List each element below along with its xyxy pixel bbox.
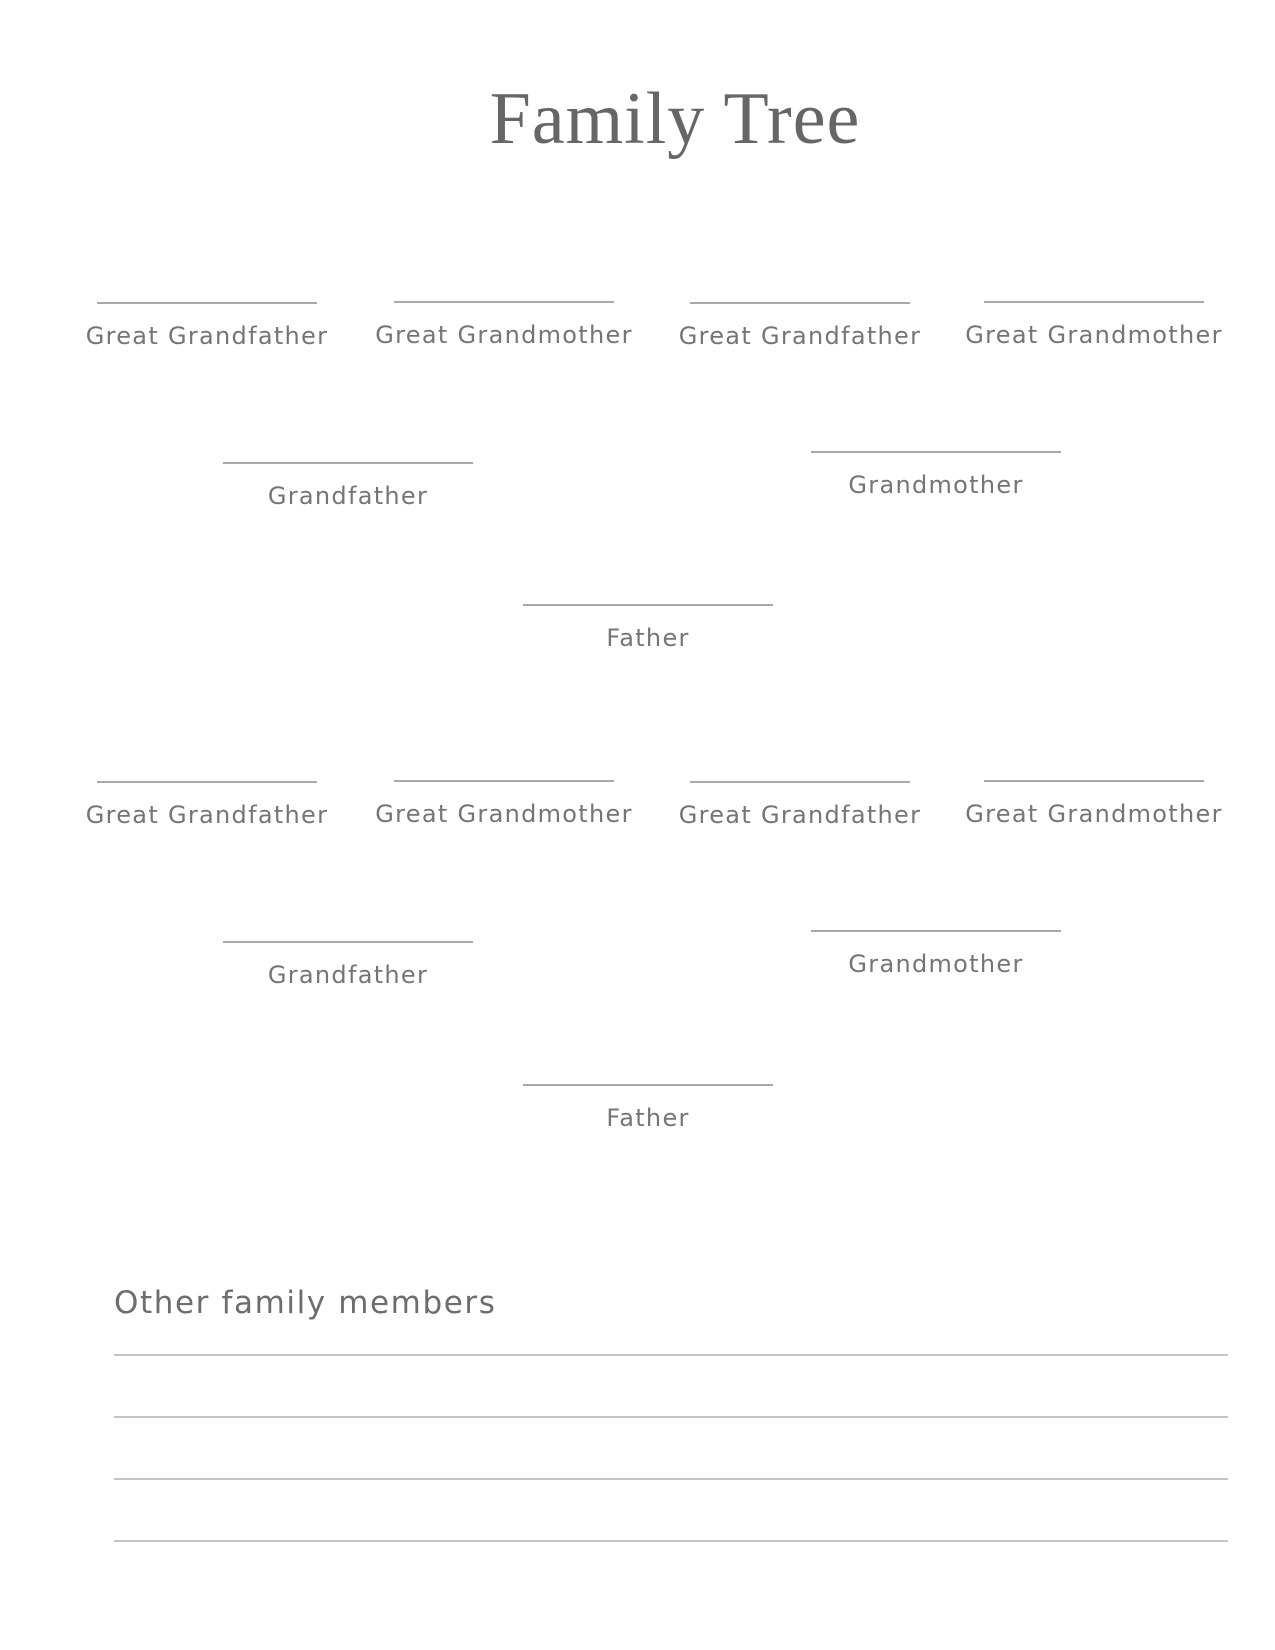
slot-label: Father <box>606 1104 690 1132</box>
slot-label: Grandmother <box>848 950 1024 978</box>
name-line[interactable] <box>984 301 1204 303</box>
slot-label: Great Grandfather <box>85 322 329 350</box>
slot-label: Grandfather <box>267 961 429 989</box>
name-line[interactable] <box>223 462 473 464</box>
slot-label: Grandfather <box>267 482 429 510</box>
slot-label: Great Grandfather <box>678 801 922 829</box>
slot-label: Great Grandmother <box>375 321 633 349</box>
slot-label: Great Grandmother <box>375 800 633 828</box>
other-family-line-4[interactable] <box>114 1540 1228 1542</box>
tree2-great-grandfather-1-slot <box>77 781 337 827</box>
name-line[interactable] <box>690 781 910 783</box>
tree1-great-grandmother-1-slot <box>364 301 644 347</box>
tree2-grandmother-slot <box>811 930 1061 976</box>
tree2-father-slot <box>523 1084 773 1130</box>
slot-label: Great Grandfather <box>678 322 922 350</box>
name-line[interactable] <box>523 1084 773 1086</box>
slot-label: Great Grandfather <box>85 801 329 829</box>
tree1-great-grandfather-1-slot <box>77 302 337 348</box>
name-line[interactable] <box>690 302 910 304</box>
tree2-great-grandmother-1-slot <box>364 780 644 826</box>
name-line[interactable] <box>811 451 1061 453</box>
tree2-great-grandfather-2-slot <box>670 781 930 827</box>
tree2-great-grandmother-2-slot <box>954 780 1234 826</box>
other-family-heading: Other family members <box>114 1285 497 1321</box>
tree2-grandfather-slot <box>223 941 473 987</box>
tree1-great-grandmother-2-slot <box>954 301 1234 347</box>
slot-label: Father <box>606 624 690 652</box>
name-line[interactable] <box>984 780 1204 782</box>
name-line[interactable] <box>394 301 614 303</box>
name-line[interactable] <box>811 930 1061 932</box>
slot-label: Grandmother <box>848 471 1024 499</box>
name-line[interactable] <box>97 302 317 304</box>
tree1-great-grandfather-2-slot <box>670 302 930 348</box>
slot-label: Great Grandmother <box>965 321 1223 349</box>
tree1-father-slot <box>523 604 773 650</box>
other-family-line-1[interactable] <box>114 1354 1228 1356</box>
other-family-line-3[interactable] <box>114 1478 1228 1480</box>
name-line[interactable] <box>223 941 473 943</box>
other-family-line-2[interactable] <box>114 1416 1228 1418</box>
tree1-grandmother-slot <box>811 451 1061 497</box>
page-title: Family Tree <box>489 78 861 160</box>
tree1-grandfather-slot <box>223 462 473 508</box>
name-line[interactable] <box>97 781 317 783</box>
slot-label: Great Grandmother <box>965 800 1223 828</box>
name-line[interactable] <box>394 780 614 782</box>
name-line[interactable] <box>523 604 773 606</box>
